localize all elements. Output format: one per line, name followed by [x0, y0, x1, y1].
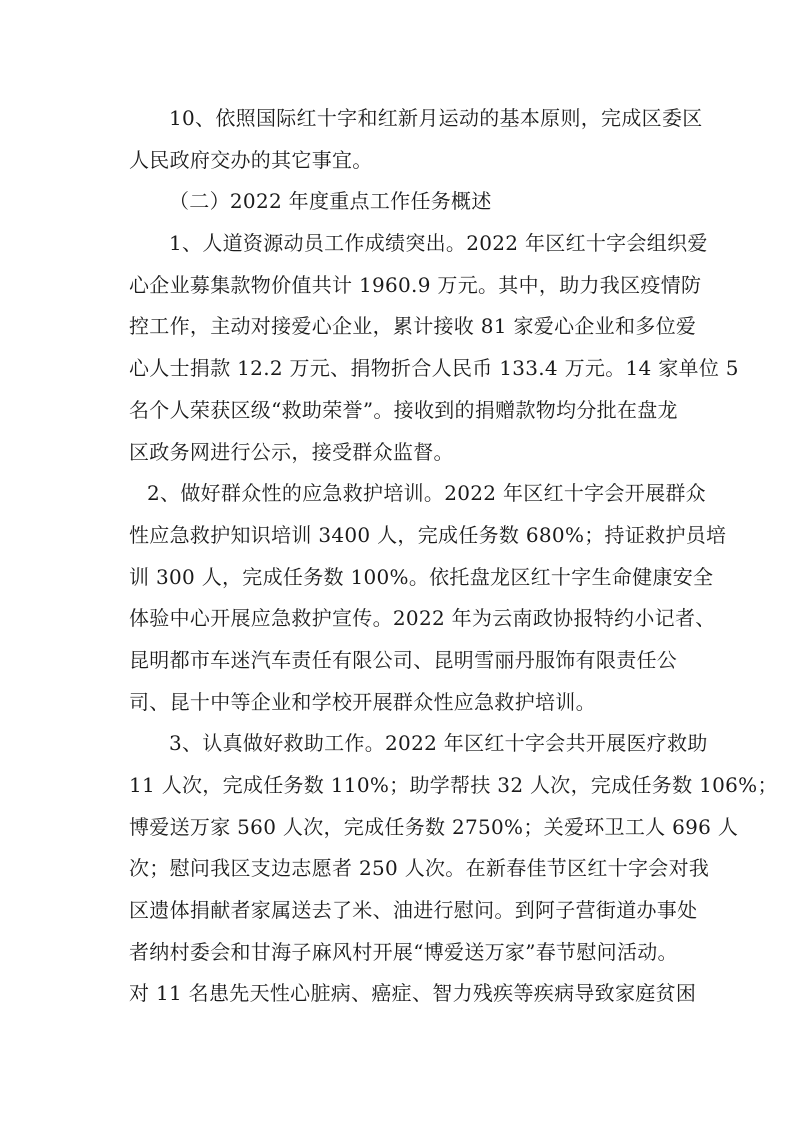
paragraph-line: 区政务网进行公示，接受群众监督。: [129, 439, 454, 464]
paragraph-line: 司、昆十中等企业和学校开展群众性应急救护培训。: [129, 689, 596, 714]
paragraph-line: 训 300 人，完成任务数 100%。依托盘龙区红十字生命健康安全: [129, 564, 714, 589]
paragraph-line: 11 人次，完成任务数 110%；助学帮扶 32 人次，完成任务数 106%；: [129, 773, 778, 797]
paragraph-line: 人民政府交办的其它事宜。: [129, 147, 373, 172]
paragraph-line: 2、做好群众性的应急救护培训。2022 年区红十字会开展群众: [147, 481, 706, 506]
document-body: [129, 98, 778, 1015]
paragraph-line: 心人士捐款 12.2 万元、捐物折合人民币 133.4 万元。14 家单位 5: [129, 356, 739, 381]
paragraph-line: 体验中心开展应急救护宣传。2022 年为云南政协报特约小记者、: [129, 606, 716, 631]
paragraph-line: 名个人荣获区级“救助荣誉”。接收到的捐赠款物均分批在盘龙: [129, 397, 678, 422]
paragraph-line: 控工作，主动对接爱心企业，累计接收 81 家爱心企业和多位爱: [129, 314, 697, 339]
paragraph-line: 对 11 名患先天性心脏病、癌症、智力残疾等疾病导致家庭贫困: [129, 981, 697, 1006]
paragraph-line: 性应急救护知识培训 3400 人，完成任务数 680%；持证救护员培: [129, 522, 727, 547]
paragraph-line: 博爱送万家 560 人次，完成任务数 2750%；关爱环卫工人 696 人: [129, 814, 739, 839]
paragraph-line: 次；慰问我区支边志愿者 250 人次。在新春佳节区红十字会对我: [129, 856, 710, 881]
paragraph-line: 者纳村委会和甘海子麻风村开展“博爱送万家”春节慰问活动。: [129, 939, 678, 964]
paragraph-line: 心企业募集款物价值共计 1960.9 万元。其中，助力我区疫情防: [129, 272, 702, 297]
paragraph-line: 3、认真做好救助工作。2022 年区红十字会共开展医疗救助: [169, 731, 708, 756]
paragraph-line: 10、依照国际红十字和红新月运动的基本原则，完成区委区: [169, 106, 703, 130]
paragraph-line: 区遗体捐献者家属送去了米、油进行慰问。到阿子营街道办事处: [129, 898, 698, 923]
paragraph-line: 1、人道资源动员工作成绩突出。2022 年区红十字会组织爱: [169, 231, 708, 256]
section-heading: （二）2022 年度重点工作任务概述: [169, 189, 492, 214]
paragraph-line: 昆明都市车迷汽车责任有限公司、昆明雪丽丹服饰有限责任公: [129, 647, 678, 672]
